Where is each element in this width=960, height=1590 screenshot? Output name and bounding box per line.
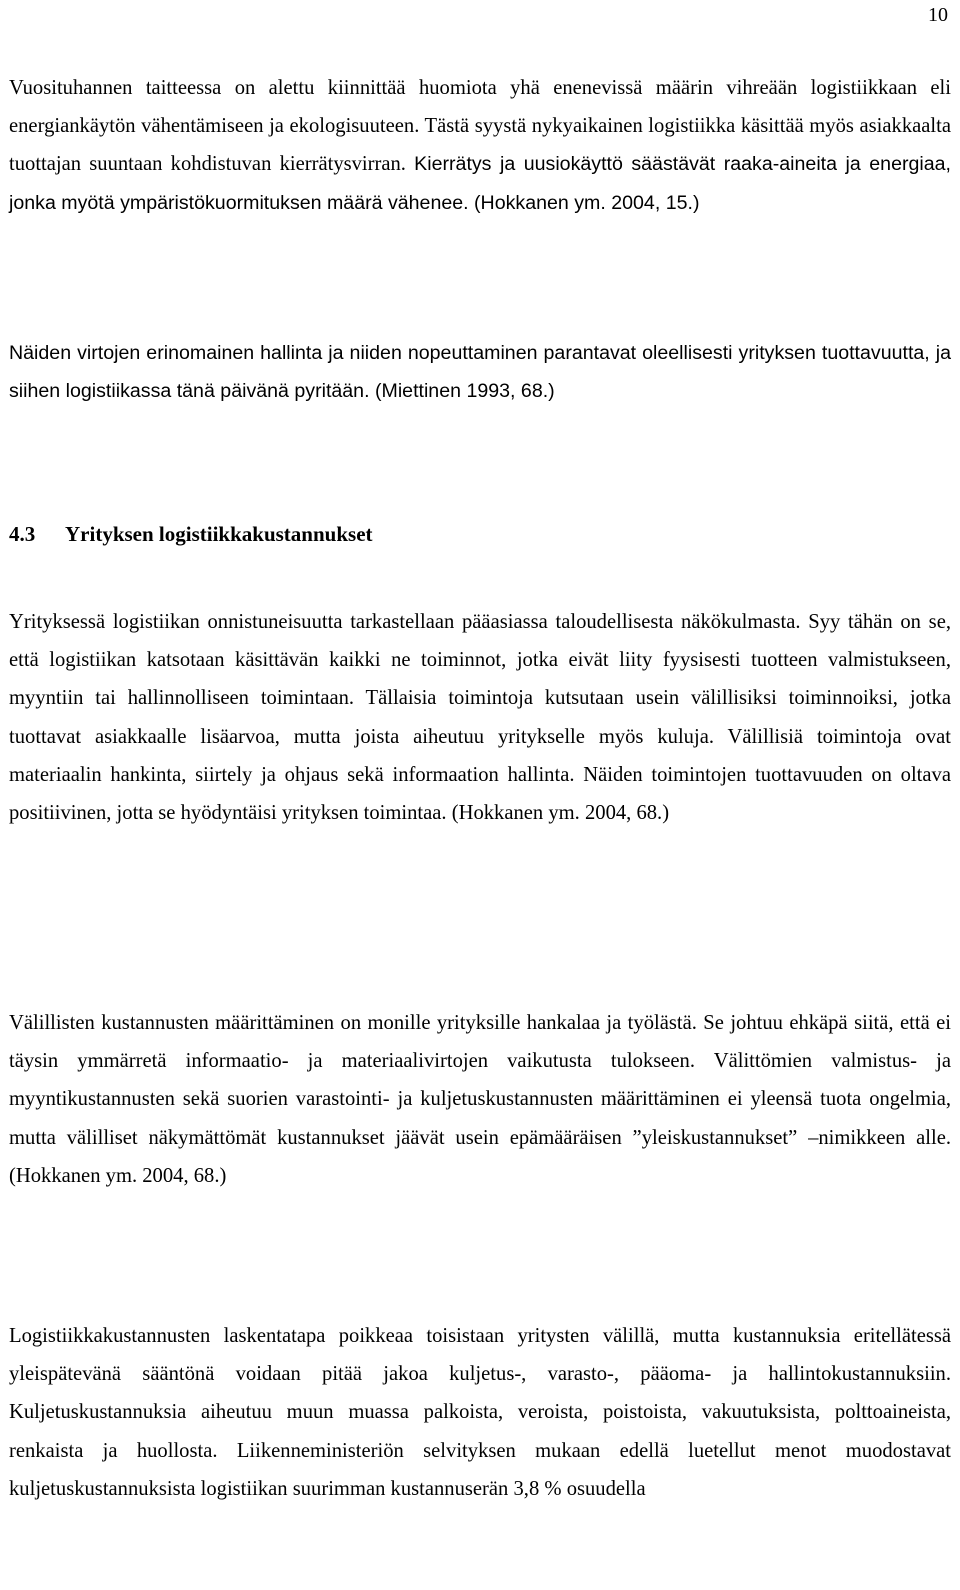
- paragraph-serif-text: Vuosituhannen taitteessa on alettu kiinnittää huomiota yhä enenevissä määrin vihreään logistiikkaan eli energiankäytön vähentämiseen ja ekologisuuteen. Tästä syystä nykyaikainen logistiikka käsittää myös asiakkaalta tuottajan suuntaan kohdistuvan kierrätysvirran.: [9, 77, 951, 176]
- page-number: 10: [928, 4, 948, 26]
- paragraph-sans-text: Kierrätys ja uusiokäyttö säästävät raaka-aineita ja energiaa, jonka myötä ympäristökuormituksen määrä vähenee. (Hokkanen ym. 2004, 15.): [9, 153, 951, 214]
- section-title: Yrityksen logistiikkakustannukset: [65, 522, 373, 546]
- paragraph-indirect-costs: Välillisten kustannusten määrittäminen on monille yrityksille hankalaa ja työlästä. Se johtuu ehkäpä siitä, että ei täysin ymmärretä informaatio- ja materiaalivirtojen vaikutusta tulokseen. Välittömien valmistus- ja myyntikustannusten sekä suorien varastointi- ja kuljetuskustannusten määrittäminen ei yleensä tuota ongelmia, mutta välilliset näkymättömät kustannukset jäävät usein epämääräisen ”yleiskustannukset” –nimikkeen alle. (Hokkanen ym. 2004, 68.): [9, 1012, 951, 1187]
- paragraph-cost-breakdown: Logistiikkakustannusten laskentatapa poikkeaa toisistaan yritysten välillä, mutta kustannuksia eritellätessä yleispätevänä sääntönä voidaan pitää jakoa kuljetus-, varasto-, pääoma- ja hallintokustannuksiin. Kuljetuskustannuksia aiheutuu muun muassa palkoista, veroista, poistoista, vakuutuksista, polttoaineista, renkaista ja huollosta. Liikenneministeriön selvityksen mukaan edellä luetellut menot muodostavat kuljetuskustannuksista logistiikan suurimman kustannuserän 3,8 % osuudella: [9, 1325, 951, 1500]
- paragraph-indirect-activities: Yrityksessä logistiikan onnistuneisuutta tarkastellaan pääasiassa taloudellisesta näkökulmasta. Syy tähän on se, että logistiikan katsotaan käsittävän kaikki ne toiminnot, jotka eivät liity fyysisesti tuotteen valmistukseen, myyntiin tai hallinnolliseen toimintaan. Tällaisia toimintoja kutsutaan usein välillisiksi toiminnoiksi, jotka tuottavat asiakkaalle lisäarvoa, mutta joista aiheutuu yritykselle myös kuluja. Välillisiä toimintoja ovat materiaalin hankinta, siirtely ja ohjaus sekä informaation hallinta. Näiden toimintojen tuottavuuden on oltava positiivinen, jotta se hyödyntäisi yrityksen toimintaa. (Hokkanen ym. 2004, 68.): [9, 611, 951, 825]
- paragraph-green-logistics: [9, 69, 951, 222]
- section-number: 4.3: [9, 522, 36, 546]
- section-heading: [9, 519, 951, 549]
- paragraph-flow-management: Näiden virtojen erinomainen hallinta ja niiden nopeuttaminen parantavat oleellisesti yrityksen tuottavuutta, ja siihen logistiikassa tänä päivänä pyritään. (Miettinen 1993, 68.): [9, 342, 951, 403]
